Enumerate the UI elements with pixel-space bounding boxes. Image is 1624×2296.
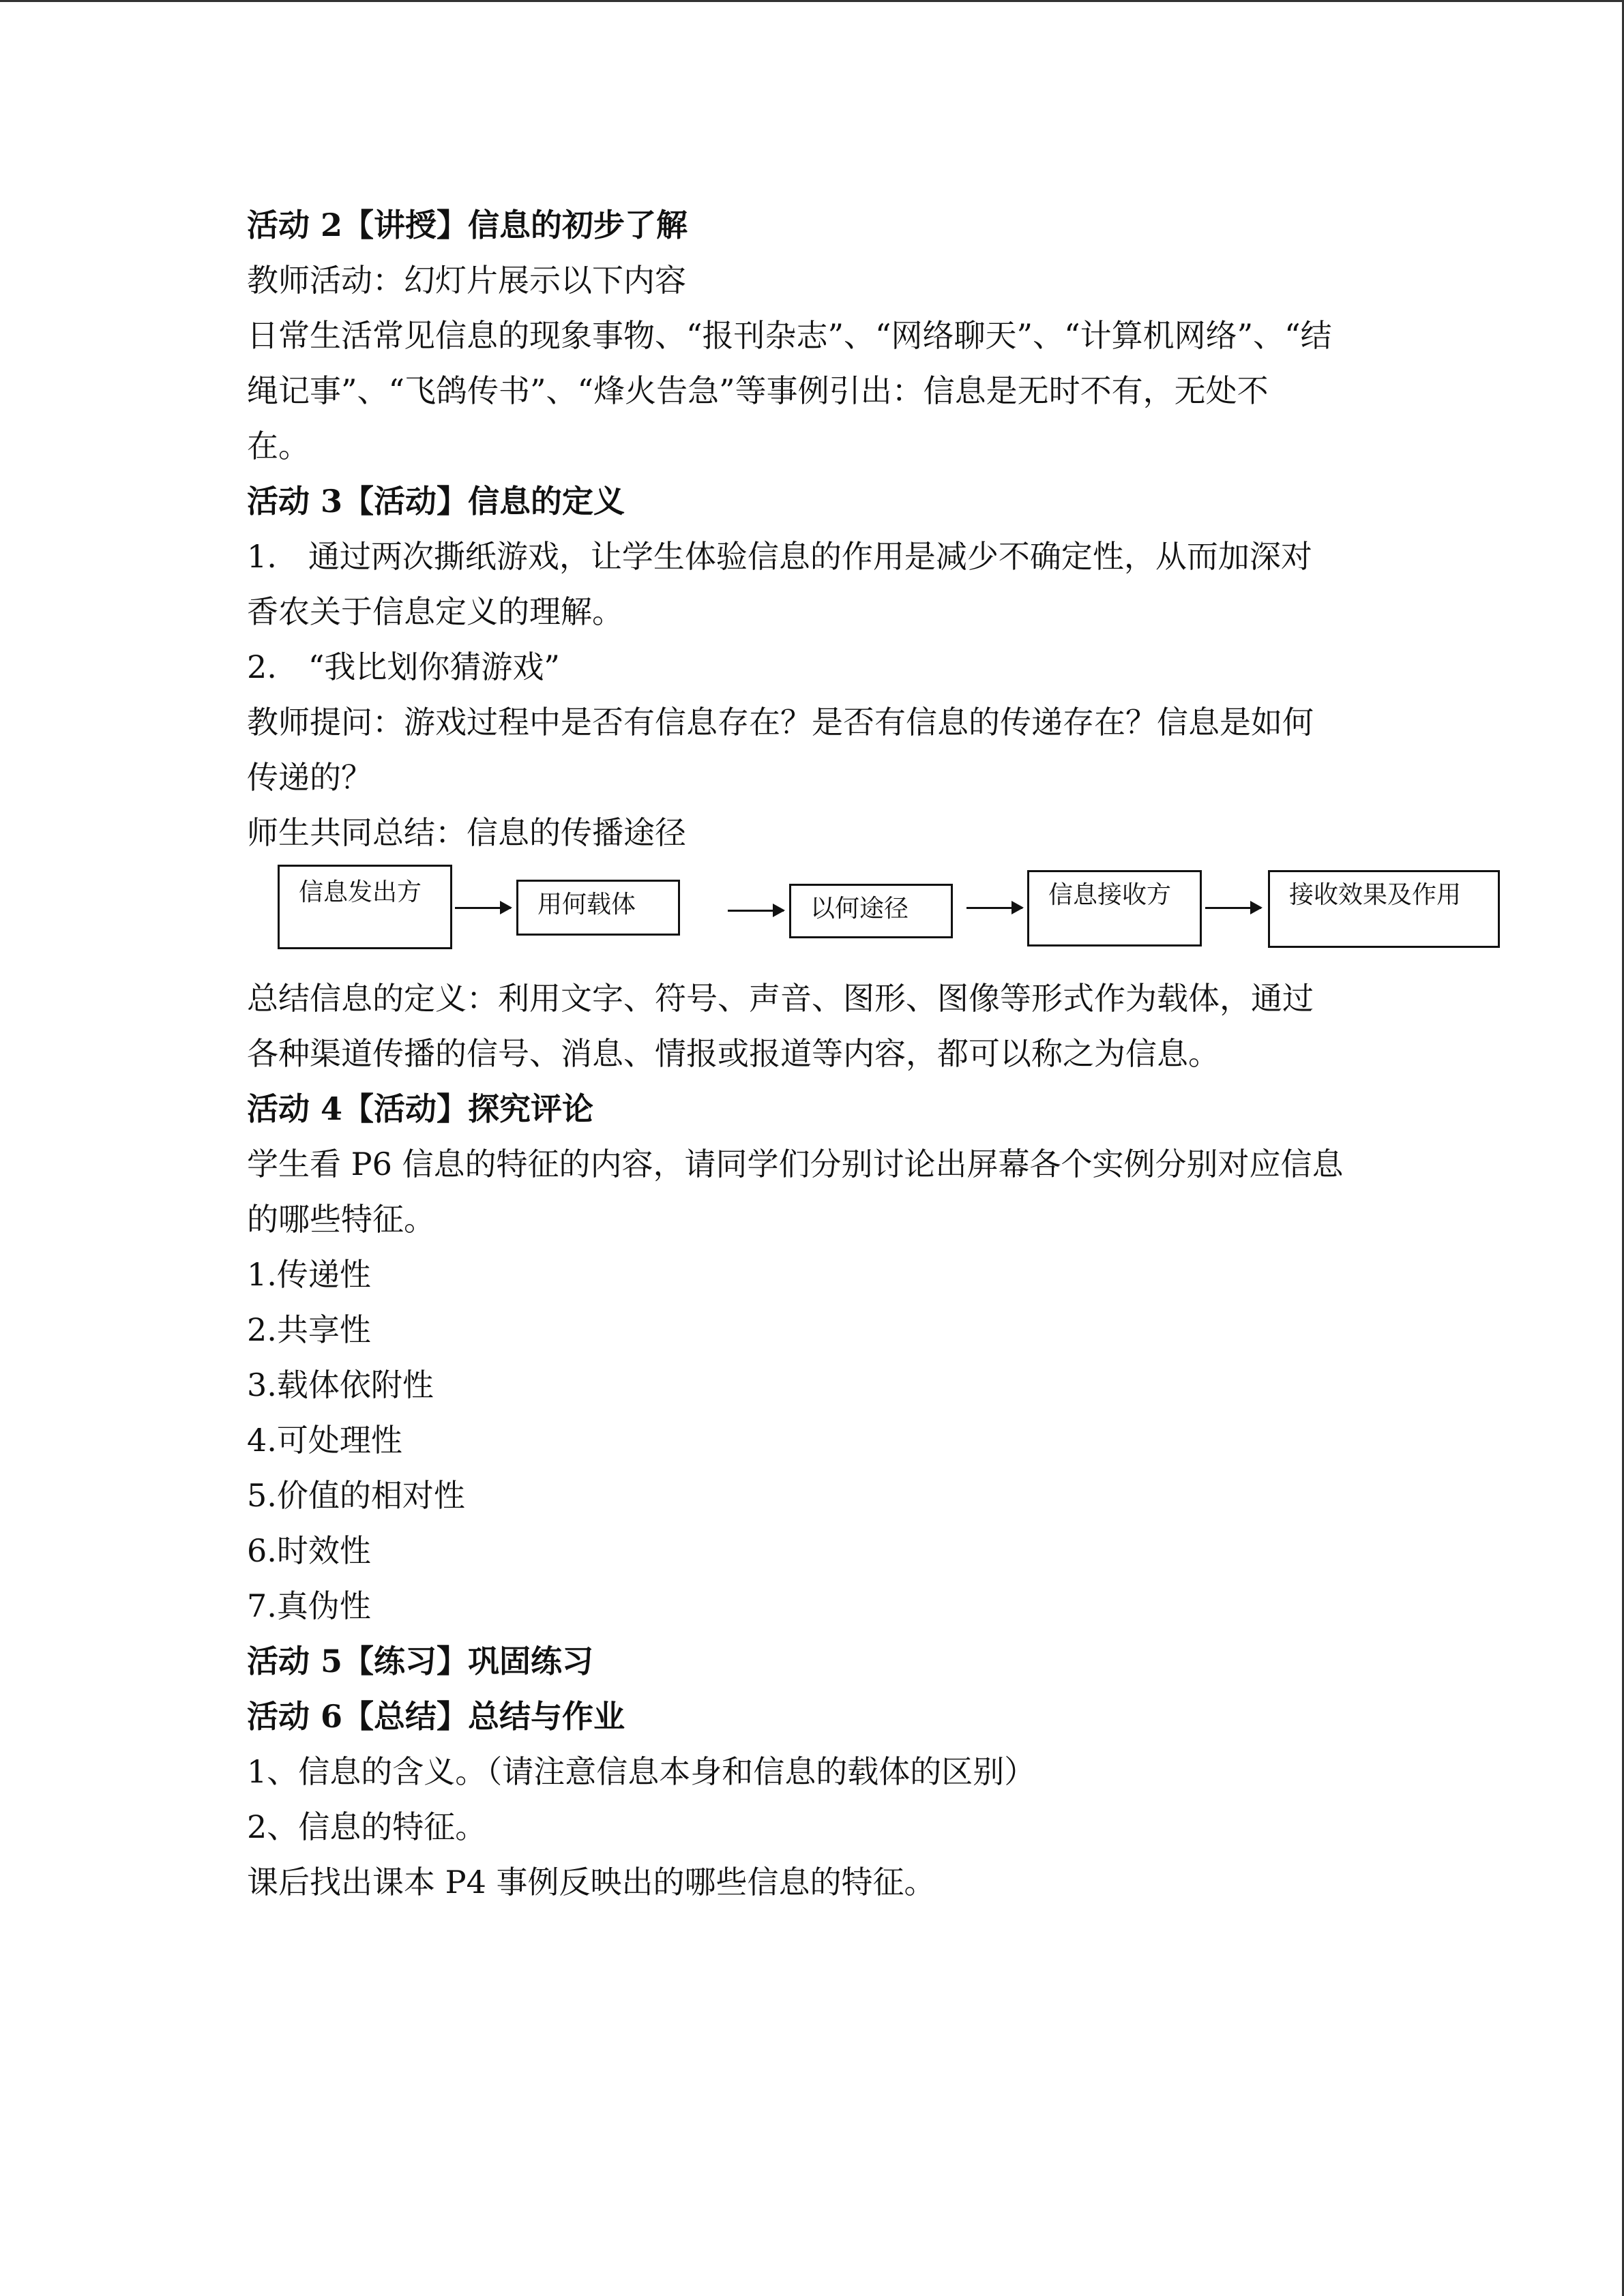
flow-arrow: [966, 907, 1022, 909]
flow-arrow: [728, 910, 784, 912]
flow-box-receiver: 信息接收方: [1027, 870, 1202, 946]
paragraph-line: 师生共同总结：信息的传播途径: [247, 814, 686, 851]
paragraph-line: 4.可处理性: [247, 1422, 402, 1459]
paragraph-line: 传递的？: [247, 759, 372, 796]
paragraph-line: 1.传递性: [247, 1256, 371, 1293]
paragraph-line: 3.载体依附性: [247, 1367, 434, 1403]
paragraph-line: 香农关于信息定义的理解。: [247, 593, 623, 630]
paragraph-line: 6.时效性: [247, 1532, 371, 1569]
paragraph-line: 2、信息的特征。: [247, 1808, 487, 1845]
flow-box-sender: 信息发出方: [278, 865, 452, 949]
paragraph-line: 1、信息的含义。（请注意信息本身和信息的载体的区别）: [247, 1753, 1036, 1790]
paragraph-line: 各种渠道传播的信号、消息、情报或报道等内容，都可以称之为信息。: [247, 1035, 1220, 1072]
section-heading: 活动 5【练习】巩固练习: [247, 1643, 594, 1680]
document-body: [247, 198, 1379, 1910]
paragraph-line: 2.共享性: [247, 1311, 371, 1348]
paragraph-line: 7.真伪性: [247, 1587, 371, 1624]
paragraph-line: 绳记事”、“飞鸽传书”、“烽火告急”等事例引出：信息是无时不有，无处不: [247, 372, 1269, 409]
paragraph-line: 总结信息的定义：利用文字、符号、声音、图形、图像等形式作为载体，通过: [247, 980, 1314, 1017]
section-heading: 活动 4【活动】探究评论: [247, 1090, 594, 1127]
text-block-before-diagram: [247, 198, 1379, 861]
flow-diagram: [247, 865, 1516, 953]
section-heading: 活动 3【活动】信息的定义: [247, 483, 625, 520]
paragraph-line: 2. “我比划你猜游戏”: [247, 648, 560, 685]
flow-box-carrier: 用何载体: [516, 880, 680, 936]
text-block-after-diagram: [247, 971, 1379, 1910]
section-heading: 活动 6【总结】总结与作业: [247, 1698, 625, 1735]
paragraph-line: 教师活动：幻灯片展示以下内容: [247, 262, 686, 299]
flow-arrow: [455, 907, 511, 909]
flow-box-channel: 以何途径: [789, 884, 953, 938]
paragraph-line: 日常生活常见信息的现象事物、“报刊杂志”、“网络聊天”、“计算机网络”、“结: [247, 317, 1332, 354]
paragraph-line: 学生看 P6 信息的特征的内容，请同学们分别讨论出屏幕各个实例分别对应信息: [247, 1146, 1344, 1182]
paragraph-line: 教师提问：游戏过程中是否有信息存在？是否有信息的传递存在？信息是如何: [247, 704, 1314, 741]
section-heading: 活动 2【讲授】信息的初步了解: [247, 207, 688, 243]
paragraph-line: 课后找出课本 P4 事例反映出的哪些信息的特征。: [247, 1864, 936, 1900]
flow-arrow: [1205, 907, 1261, 909]
paragraph-line: 的哪些特征。: [247, 1201, 435, 1238]
flow-box-effect: 接收效果及作用: [1268, 870, 1500, 948]
paragraph-line: 在。: [247, 428, 310, 464]
paragraph-line: 1. 通过两次撕纸游戏，让学生体验信息的作用是减少不确定性，从而加深对: [247, 538, 1312, 575]
paragraph-line: 5.价值的相对性: [247, 1477, 465, 1514]
